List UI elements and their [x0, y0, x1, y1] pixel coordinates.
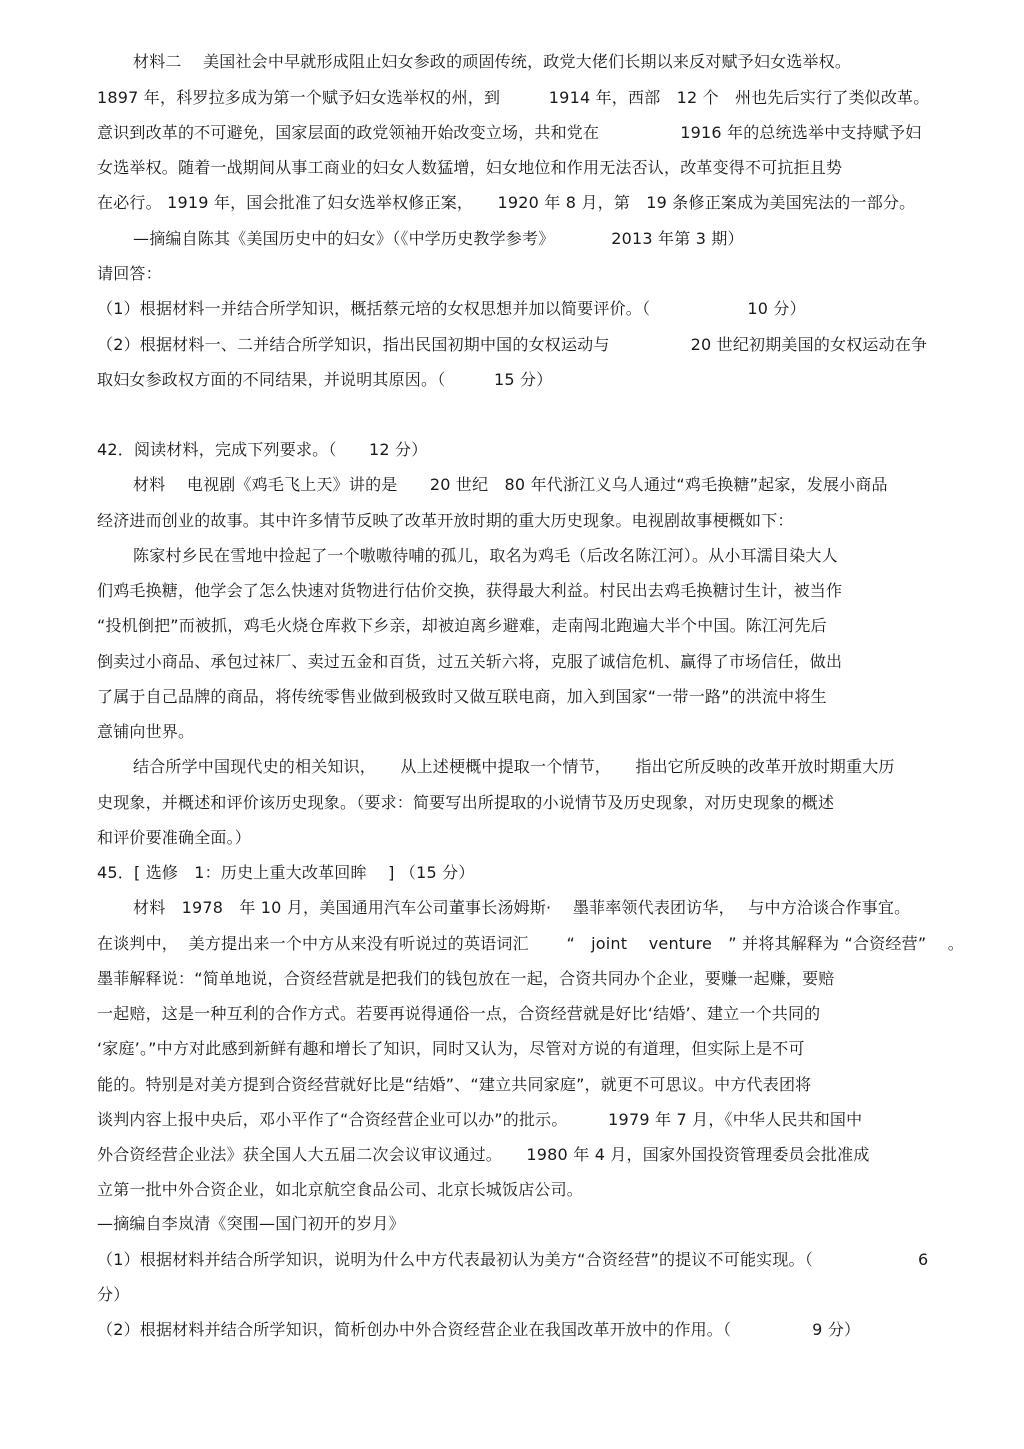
material-45-line-2: 在谈判中， 美方提出来一个中方从来没有听说过的英语词汇 “ joint venture ” 并将其解释为 “合资经营” 。	[97, 934, 964, 953]
synopsis-line-6: 意铺向世界。	[97, 722, 195, 741]
material-45-line-8: 外合资经营企业法》获全国人大五届二次会议审议通过。 1980 年 4 月，国家外国投资管理委员会批准成	[97, 1145, 870, 1164]
material-2-line-4: 女选举权。随着一战期间从事工商业的妇女人数猛增，妇女地位和作用无法否认，改革变得不可抗拒且势	[97, 158, 843, 177]
material-2-line-1: 材料二 美国社会中早就形成阻止妇女参政的顽固传统，政党大佬们长期以来反对赋予妇女选举权。	[133, 52, 852, 71]
synopsis-line-1: 陈家村乡民在雪地中捡起了一个嗷嗷待哺的孤儿，取名为鸡毛（后改名陈江河）。从小耳濡目染大人	[133, 546, 838, 565]
question-45-1-score: 6	[918, 1250, 929, 1269]
task-42-line-1: 结合所学中国现代史的相关知识， 从上述梗概中提取一个情节， 指出它所反映的改革开放时期重大历	[133, 757, 895, 776]
task-42-line-3: 和评价要准确全面。）	[97, 828, 252, 847]
question-45-2: （2）根据材料并结合所学知识，简析创办中外合资经营企业在我国改革开放中的作用。（ 9 分）	[97, 1320, 861, 1339]
question-45-1-score-unit: 分）	[97, 1285, 130, 1304]
material-2-line-5: 在必行。 1919 年，国会批准了妇女选举权修正案， 1920 年 8 月，第 19 条修正案成为美国宪法的一部分。	[97, 193, 916, 212]
question-41-2-line-1: （2）根据材料一、二并结合所学知识，指出民国初期中国的女权运动与 20 世纪初期美国的女权运动在争	[97, 335, 928, 354]
question-45-1: （1）根据材料并结合所学知识，说明为什么中方代表最初认为美方“合资经营”的提议不可能实现。（	[97, 1250, 813, 1269]
question-41-2-line-2: 取妇女参政权方面的不同结果，并说明其原因。（ 15 分）	[97, 370, 553, 389]
please-answer: 请回答：	[97, 264, 162, 283]
question-45-heading: 45．[ 选修 1：历史上重大改革回眸 ] （15 分）	[97, 863, 475, 882]
question-42-heading: 42．阅读材料，完成下列要求。（ 12 分）	[97, 440, 428, 459]
synopsis-line-3: “投机倒把”而被抓，鸡毛火烧仓库救下乡亲，却被迫离乡避难，走南闯北跑遍大半个中国。陈江河先后	[97, 616, 827, 635]
material-45-line-3: 墨菲解释说：“简单地说，合资经营就是把我们的钱包放在一起，合资共同办个企业，要赚一起赚，要赔	[97, 969, 835, 988]
synopsis-line-4: 倒卖过小商品、承包过袜厂、卖过五金和百货，过五关斩六将，克服了诚信危机、赢得了市场信任，做出	[97, 652, 843, 671]
source-citation-45: —摘编自李岚清《突围—国门初开的岁月》	[97, 1214, 405, 1233]
material-42-line-1: 材料 电视剧《鸡毛飞上天》讲的是 20 世纪 80 年代浙江义乌人通过“鸡毛换糖”起家，发展小商品	[133, 475, 888, 494]
material-45-line-9: 立第一批中外合资企业，如北京航空食品公司、北京长城饭店公司。	[97, 1180, 584, 1199]
material-45-line-4: 一起赔，这是一种互利的合作方式。若要再说得通俗一点，合资经营就是好比‘结婚’、建立一个共同的	[97, 1004, 821, 1023]
material-2-line-3: 意识到改革的不可避免，国家层面的政党领袖开始改变立场，共和党在 1916 年的总统选举中支持赋予妇	[97, 123, 922, 142]
synopsis-line-2: 们鸡毛换糖，他学会了怎么快速对货物进行估价交换，获得最大利益。村民出去鸡毛换糖讨生计，被当作	[97, 581, 843, 600]
synopsis-line-5: 了属于自己品牌的商品，将传统零售业做到极致时又做互联电商，加入到国家“一带一路”的洪流中将生	[97, 687, 827, 706]
question-41-1: （1）根据材料一并结合所学知识，概括蔡元培的女权思想并加以简要评价。（ 10 分）	[97, 299, 806, 318]
material-2-line-2: 1897 年，科罗拉多成为第一个赋予妇女选举权的州，到 1914 年，西部 12 个 州也先后实行了类似改革。	[97, 88, 930, 107]
source-citation-1: —摘编自陈其《美国历史中的妇女》（《中学历史教学参考》 2013 年第 3 期）	[133, 229, 744, 248]
material-45-line-7: 谈判内容上报中央后，邓小平作了“合资经营企业可以办”的批示。 1979 年 7 月，《中华人民共和国中	[97, 1110, 863, 1129]
material-45-line-1: 材料 1978 年 10 月，美国通用汽车公司董事长汤姆斯· 墨菲率领代表团访华， 与中方洽谈合作事宜。	[133, 898, 911, 917]
material-45-line-6: 能的。特别是对美方提到合资经营就好比是“结婚”、“建立共同家庭”，就更不可思议。中方代表团将	[97, 1075, 812, 1094]
task-42-line-2: 史现象，并概述和评价该历史现象。（要求：简要写出所提取的小说情节及历史现象，对历史现象的概述	[97, 793, 835, 812]
material-42-line-2: 经济进而创业的故事。其中许多情节反映了改革开放时期的重大历史现象。电视剧故事梗概如下：	[97, 511, 794, 530]
material-45-line-5: ‘家庭’。”中方对此感到新鲜有趣和增长了知识，同时又认为，尽管对方说的有道理，但实际上是不可	[97, 1039, 805, 1058]
